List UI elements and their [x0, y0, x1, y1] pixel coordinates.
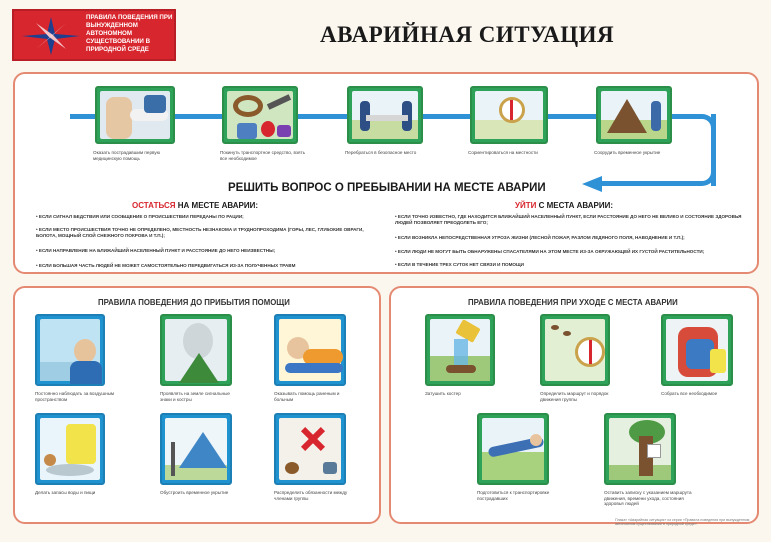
note-on-tree-icon: [604, 413, 676, 485]
stay-heading-keyword: ОСТАТЬСЯ: [132, 201, 176, 210]
leave-heading-keyword: УЙТИ: [515, 201, 537, 210]
card-caption: Делать запасы воды и пищи: [35, 490, 96, 495]
before-help-title: ПРАВИЛА ПОВЕДЕНИЯ ДО ПРИБЫТИЯ ПОМОЩИ: [98, 298, 290, 307]
card-caption: Проявлять на земле сигнальные знаки и костры: [160, 391, 230, 402]
stay-item: • ЕСЛИ МЕСТО ПРОИСШЕСТВИЯ ТОЧНО НЕ ОПРЕДЕЛЕНО, МЕСТНОСТЬ НЕЗНАКОМА И ТРУДНОПРОХОДИМА (ГОРЫ, ЛЕС, ГЛУБОКИЕ ОВРАГИ, БОЛОТА, МОЩНЫЙ СЛОЙ СНЕЖНОГО ПОКРОВА И Т.П.);: [36, 227, 364, 238]
compass-star-icon: [18, 15, 84, 57]
step-caption: Покинуть транспортное средство, взять все необходимое: [220, 150, 305, 161]
observer-icon: [35, 314, 105, 386]
card-caption: Подготовиться к транспортировке пострадавших: [477, 490, 550, 501]
leave-item: • ЕСЛИ ВОЗНИКЛА НЕПОСРЕДСТВЕННАЯ УГРОЗА ЖИЗНИ (ЛЕСНОЙ ПОЖАР, РАЗЛОМ ЛЕДЯНОГО ПОЛЯ, НАВОДНЕНИЕ И Т.П.);: [395, 235, 685, 240]
leave-item: • ЕСЛИ ЛЮДИ НЕ МОГУТ БЫТЬ ОБНАРУЖЕНЫ СПАСАТЕЛЯМИ НА ЭТОМ МЕСТЕ ИЗ-ЗА ОКРУЖАЮЩЕЙ ИХ ГУСТОЙ РАСТИТЕЛЬНОСТИ;: [395, 249, 705, 254]
water-food-icon: [35, 413, 105, 485]
leave-item: • ЕСЛИ ТОЧНО ИЗВЕСТНО, ГДЕ НАХОДИТСЯ БЛИЖАЙШИЙ НАСЕЛЕННЫЙ ПУНКТ, ЕСЛИ РАССТОЯНИЕ ДО НЕГО НЕ ВЕЛИКО И СОСТОЯНИЕ ЗДОРОВЬЯ ЛЮДЕЙ ПОЗВОЛЯЕТ ПРЕОДОЛЕТЬ ЕГО;: [395, 214, 742, 225]
stay-item: • ЕСЛИ СИГНАЛ БЕДСТВИЯ ИЛИ СООБЩЕНИЕ О ПРОИСШЕСТВИИ ПЕРЕДАНЫ ПО РАЦИИ;: [36, 214, 244, 219]
step-evacuation-icon: [347, 86, 423, 144]
step-compass-icon: [470, 86, 548, 144]
step-supplies-icon: [222, 86, 298, 144]
card-caption: Определить маршрут и порядок движения группы: [540, 391, 609, 402]
stay-item: • ЕСЛИ НАПРАВЛЕНИЕ НА БЛИЖАЙШИЙ НАСЕЛЕННЫЙ ПУНКТ И РАССТОЯНИЕ ДО НЕГО НЕИЗВЕСТНЫ;: [36, 248, 276, 253]
tent-icon: [160, 413, 232, 485]
leave-heading: [515, 201, 613, 210]
card-caption: Оказывать помощь раненым и больным: [274, 391, 340, 402]
extinguish-fire-icon: [425, 314, 495, 386]
card-caption: Затушить костер: [425, 391, 461, 396]
card-caption: Обустроить временное укрытие: [160, 490, 229, 495]
leave-heading-rest: С МЕСТА АВАРИИ:: [538, 201, 614, 210]
step-caption: Перебраться в безопасное место: [345, 150, 417, 155]
backpack-icon: [661, 314, 733, 386]
duties-icon: [274, 413, 346, 485]
signal-fire-icon: [160, 314, 232, 386]
injured-icon: [274, 314, 346, 386]
leave-item: • ЕСЛИ В ТЕЧЕНИЕ ТРЕХ СУТОК НЕТ СВЯЗИ И ПОМОЩИ: [395, 262, 524, 267]
step-caption: Оказать пострадавшим первую медицинскую помощь: [93, 150, 161, 161]
stay-heading-rest: НА МЕСТЕ АВАРИИ:: [177, 201, 258, 210]
stay-item: • ЕСЛИ БОЛЬШАЯ ЧАСТЬ ЛЮДЕЙ НЕ МОЖЕТ САМОСТОЯТЕЛЬНО ПЕРЕДВИГАТЬСЯ ИЗ-ЗА ПОЛУЧЕННЫХ ТРАВМ: [36, 263, 296, 268]
leaving-site-title: ПРАВИЛА ПОВЕДЕНИЯ ПРИ УХОДЕ С МЕСТА АВАРИИ: [468, 298, 678, 307]
route-compass-icon: [540, 314, 610, 386]
decision-heading: РЕШИТЬ ВОПРОС О ПРЕБЫВАНИИ НА МЕСТЕ АВАРИИ: [228, 182, 546, 194]
stretcher-icon: [477, 413, 549, 485]
page-title: АВАРИЙНАЯ СИТУАЦИЯ: [320, 22, 615, 47]
step-caption: Сориентироваться на местности: [468, 150, 538, 155]
stay-heading: [132, 201, 258, 210]
card-caption: Собрать все необходимое: [661, 391, 718, 396]
publisher-footnote: Плакат «Аварийная ситуация» из серии «Правила поведения при вынужденном автономном существовании в природной среде»: [615, 518, 750, 527]
card-caption: Постоянно наблюдать за воздушным пространством: [35, 391, 115, 402]
card-caption: Оставить записку с указанием маршрута движения, времени ухода, состояния здоровья людей: [604, 490, 692, 507]
flow-arrowhead-icon: [582, 176, 602, 192]
step-first-aid-icon: [95, 86, 175, 144]
card-caption: Распределить обязанности между членами группы: [274, 490, 348, 501]
step-shelter-icon: [596, 86, 672, 144]
series-logo: [12, 9, 176, 61]
step-caption: Соорудить временное укрытие: [594, 150, 661, 155]
logo-caption: ПРАВИЛА ПОВЕДЕНИЯ ПРИ ВЫНУЖДЕННОМ АВТОНОМНОМ СУЩЕСТВОВАНИИ В ПРИРОДНОЙ СРЕДЕ: [86, 14, 173, 53]
